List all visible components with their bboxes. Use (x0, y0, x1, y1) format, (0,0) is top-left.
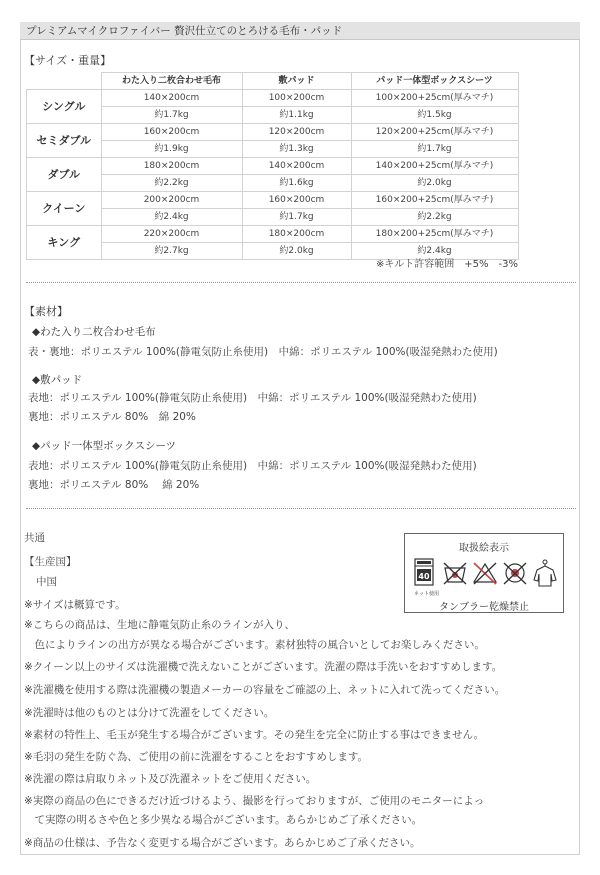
note-line: ※実際の商品の色にできるだけ近づけるよう、撮影を行っておりますが、ご使用のモニターによっ (24, 795, 485, 807)
table-cell: 約2.4kg (351, 243, 518, 260)
table-cell: 約2.0kg (351, 175, 518, 192)
net-label: ネット使用 (414, 591, 440, 597)
note-line: ※洗濯機を使用する際は洗濯機の製造メーカーの容量をご確認の上、ネットに入れて洗ってください。 (24, 684, 506, 696)
washing-machine-icon (412, 558, 436, 588)
row-header: キング (27, 226, 102, 260)
table-cell: 約2.4kg (101, 209, 242, 226)
table-row (27, 158, 519, 175)
table-row (27, 226, 519, 243)
note-line: ※サイズは概算です。 (24, 599, 126, 611)
col-header-blanket: わた入り二枚合わせ毛布 (101, 73, 242, 90)
divider (26, 508, 576, 509)
wash-temp-label: 40 (418, 572, 430, 581)
table-row (27, 209, 519, 226)
row-header: クイーン (27, 192, 102, 226)
material-sheet-line1: 表地：ポリエステル 100%(静電気防止糸使用) 中綿：ポリエステル 100%(吸湿発熱わた使用) (28, 460, 477, 472)
table-cell: 100×200+25cm(厚みマチ) (351, 90, 518, 107)
note-line: ※こちらの商品は、生地に静電気防止糸のラインが入り、 (24, 619, 295, 631)
table-cell: 約2.2kg (101, 175, 242, 192)
no-bleach-icon (472, 560, 498, 586)
origin-heading: 【生産国】 (24, 556, 77, 568)
table-row (27, 107, 519, 124)
care-title: 取扱絵表示 (459, 543, 509, 554)
table-cell: 220×200cm (101, 226, 242, 243)
table-cell: 180×200cm (242, 226, 351, 243)
table-cell: 約1.1kg (242, 107, 351, 124)
table-cell: 約1.3kg (242, 141, 351, 158)
table-cell: 120×200+25cm(厚みマチ) (351, 124, 518, 141)
table-row (27, 90, 519, 107)
row-header: ダブル (27, 158, 102, 192)
table-cell: 約1.7kg (242, 209, 351, 226)
table-row (27, 175, 519, 192)
hang-dry-icon (532, 558, 558, 588)
note-line: ※毛羽の発生を防ぐ為、ご使用の前に洗濯をすることをおすすめします。 (24, 751, 369, 763)
table-cell: 180×200cm (101, 158, 242, 175)
material-heading: 【素材】 (24, 305, 68, 318)
material-pad-line2: 裏地：ポリエステル 80% 綿 20% (28, 411, 196, 423)
note-line: ※商品の仕様は、予告なく変更する場合がございます。あらかじめご了承ください。 (24, 837, 421, 849)
note-line: ※クイーン以上のサイズは洗濯機で洗えないことがございます。洗濯の際は手洗いをおすすめします。 (24, 661, 503, 673)
material-pad-line1: 表地：ポリエステル 100%(静電気防止糸使用) 中綿：ポリエステル 100%(吸湿発熱わた使用) (28, 392, 477, 404)
material-sheet-title: ◆パッド一体型ボックスシーツ (32, 440, 177, 452)
table-cell: 100×200cm (242, 90, 351, 107)
col-header-sheet: パッド一体型ボックスシーツ (351, 73, 518, 90)
table-cell: 約1.7kg (101, 107, 242, 124)
table-cell: 約1.9kg (101, 141, 242, 158)
table-row (27, 141, 519, 158)
table-cell: 約2.2kg (351, 209, 518, 226)
no-hand-wash-icon (442, 560, 468, 586)
table-cell: 約1.6kg (242, 175, 351, 192)
table-cell: 140×200+25cm(厚みマチ) (351, 158, 518, 175)
origin-value: 中国 (36, 576, 57, 588)
material-sheet-line2: 裏地：ポリエステル 80% 綿 20% (28, 479, 200, 491)
note-line: ※洗濯の際は肩取りネット及び洗濯ネットをご使用ください。 (24, 773, 317, 785)
table-corner (27, 73, 102, 90)
size-table (26, 72, 519, 260)
care-icons (412, 556, 558, 596)
table-cell: 160×200+25cm(厚みマチ) (351, 192, 518, 209)
material-pad-title: ◆敷パッド (32, 374, 83, 386)
divider (26, 282, 576, 283)
table-cell: 約1.5kg (351, 107, 518, 124)
table-cell: 約2.0kg (242, 243, 351, 260)
table-row (27, 192, 519, 209)
table-cell: 約1.7kg (351, 141, 518, 158)
material-blanket-title: ◆わた入り二枚合わせ毛布 (32, 326, 156, 338)
table-cell: 160×200cm (242, 192, 351, 209)
tolerance-note: ※キルト許容範囲 +5% -3% (376, 259, 518, 270)
table-cell: 約2.7kg (101, 243, 242, 260)
table-cell: 140×200cm (242, 158, 351, 175)
row-header: シングル (27, 90, 102, 124)
care-caption: タンブラー乾燥禁止 (439, 602, 529, 613)
note-line: 色によりラインの出方が異なる場合がございます。素材独特の風合いとしてお楽しみください。 (24, 639, 485, 651)
common-heading: 共通 (24, 532, 45, 544)
row-header: セミダブル (27, 124, 102, 158)
care-label-box (404, 533, 564, 613)
table-cell: 160×200cm (101, 124, 242, 141)
size-heading: 【サイズ・重量】 (24, 54, 112, 67)
note-line: ※素材の特性上、毛玉が発生する場合がございます。その発生を完全に防止する事はできません。 (24, 729, 485, 741)
table-cell: 180×200+25cm(厚みマチ) (351, 226, 518, 243)
table-row (27, 124, 519, 141)
table-cell: 140×200cm (101, 90, 242, 107)
material-blanket-line: 表・裏地：ポリエステル 100%(静電気防止糸使用) 中綿：ポリエステル 100%(吸湿発熱わた使用) (28, 346, 498, 358)
table-cell: 120×200cm (242, 124, 351, 141)
note-line: ※洗濯時は他のものとは分けて洗濯をしてください。 (24, 707, 275, 719)
col-header-pad: 敷パッド (242, 73, 351, 90)
page-title: プレミアムマイクロファイバー 贅沢仕立てのとろける毛布・パッド (20, 22, 580, 40)
no-tumble-dry-icon (502, 560, 528, 586)
table-cell: 200×200cm (101, 192, 242, 209)
note-line: て実際の明るさや色と多少異なる場合がございます。あらかじめご了承ください。 (24, 814, 423, 826)
